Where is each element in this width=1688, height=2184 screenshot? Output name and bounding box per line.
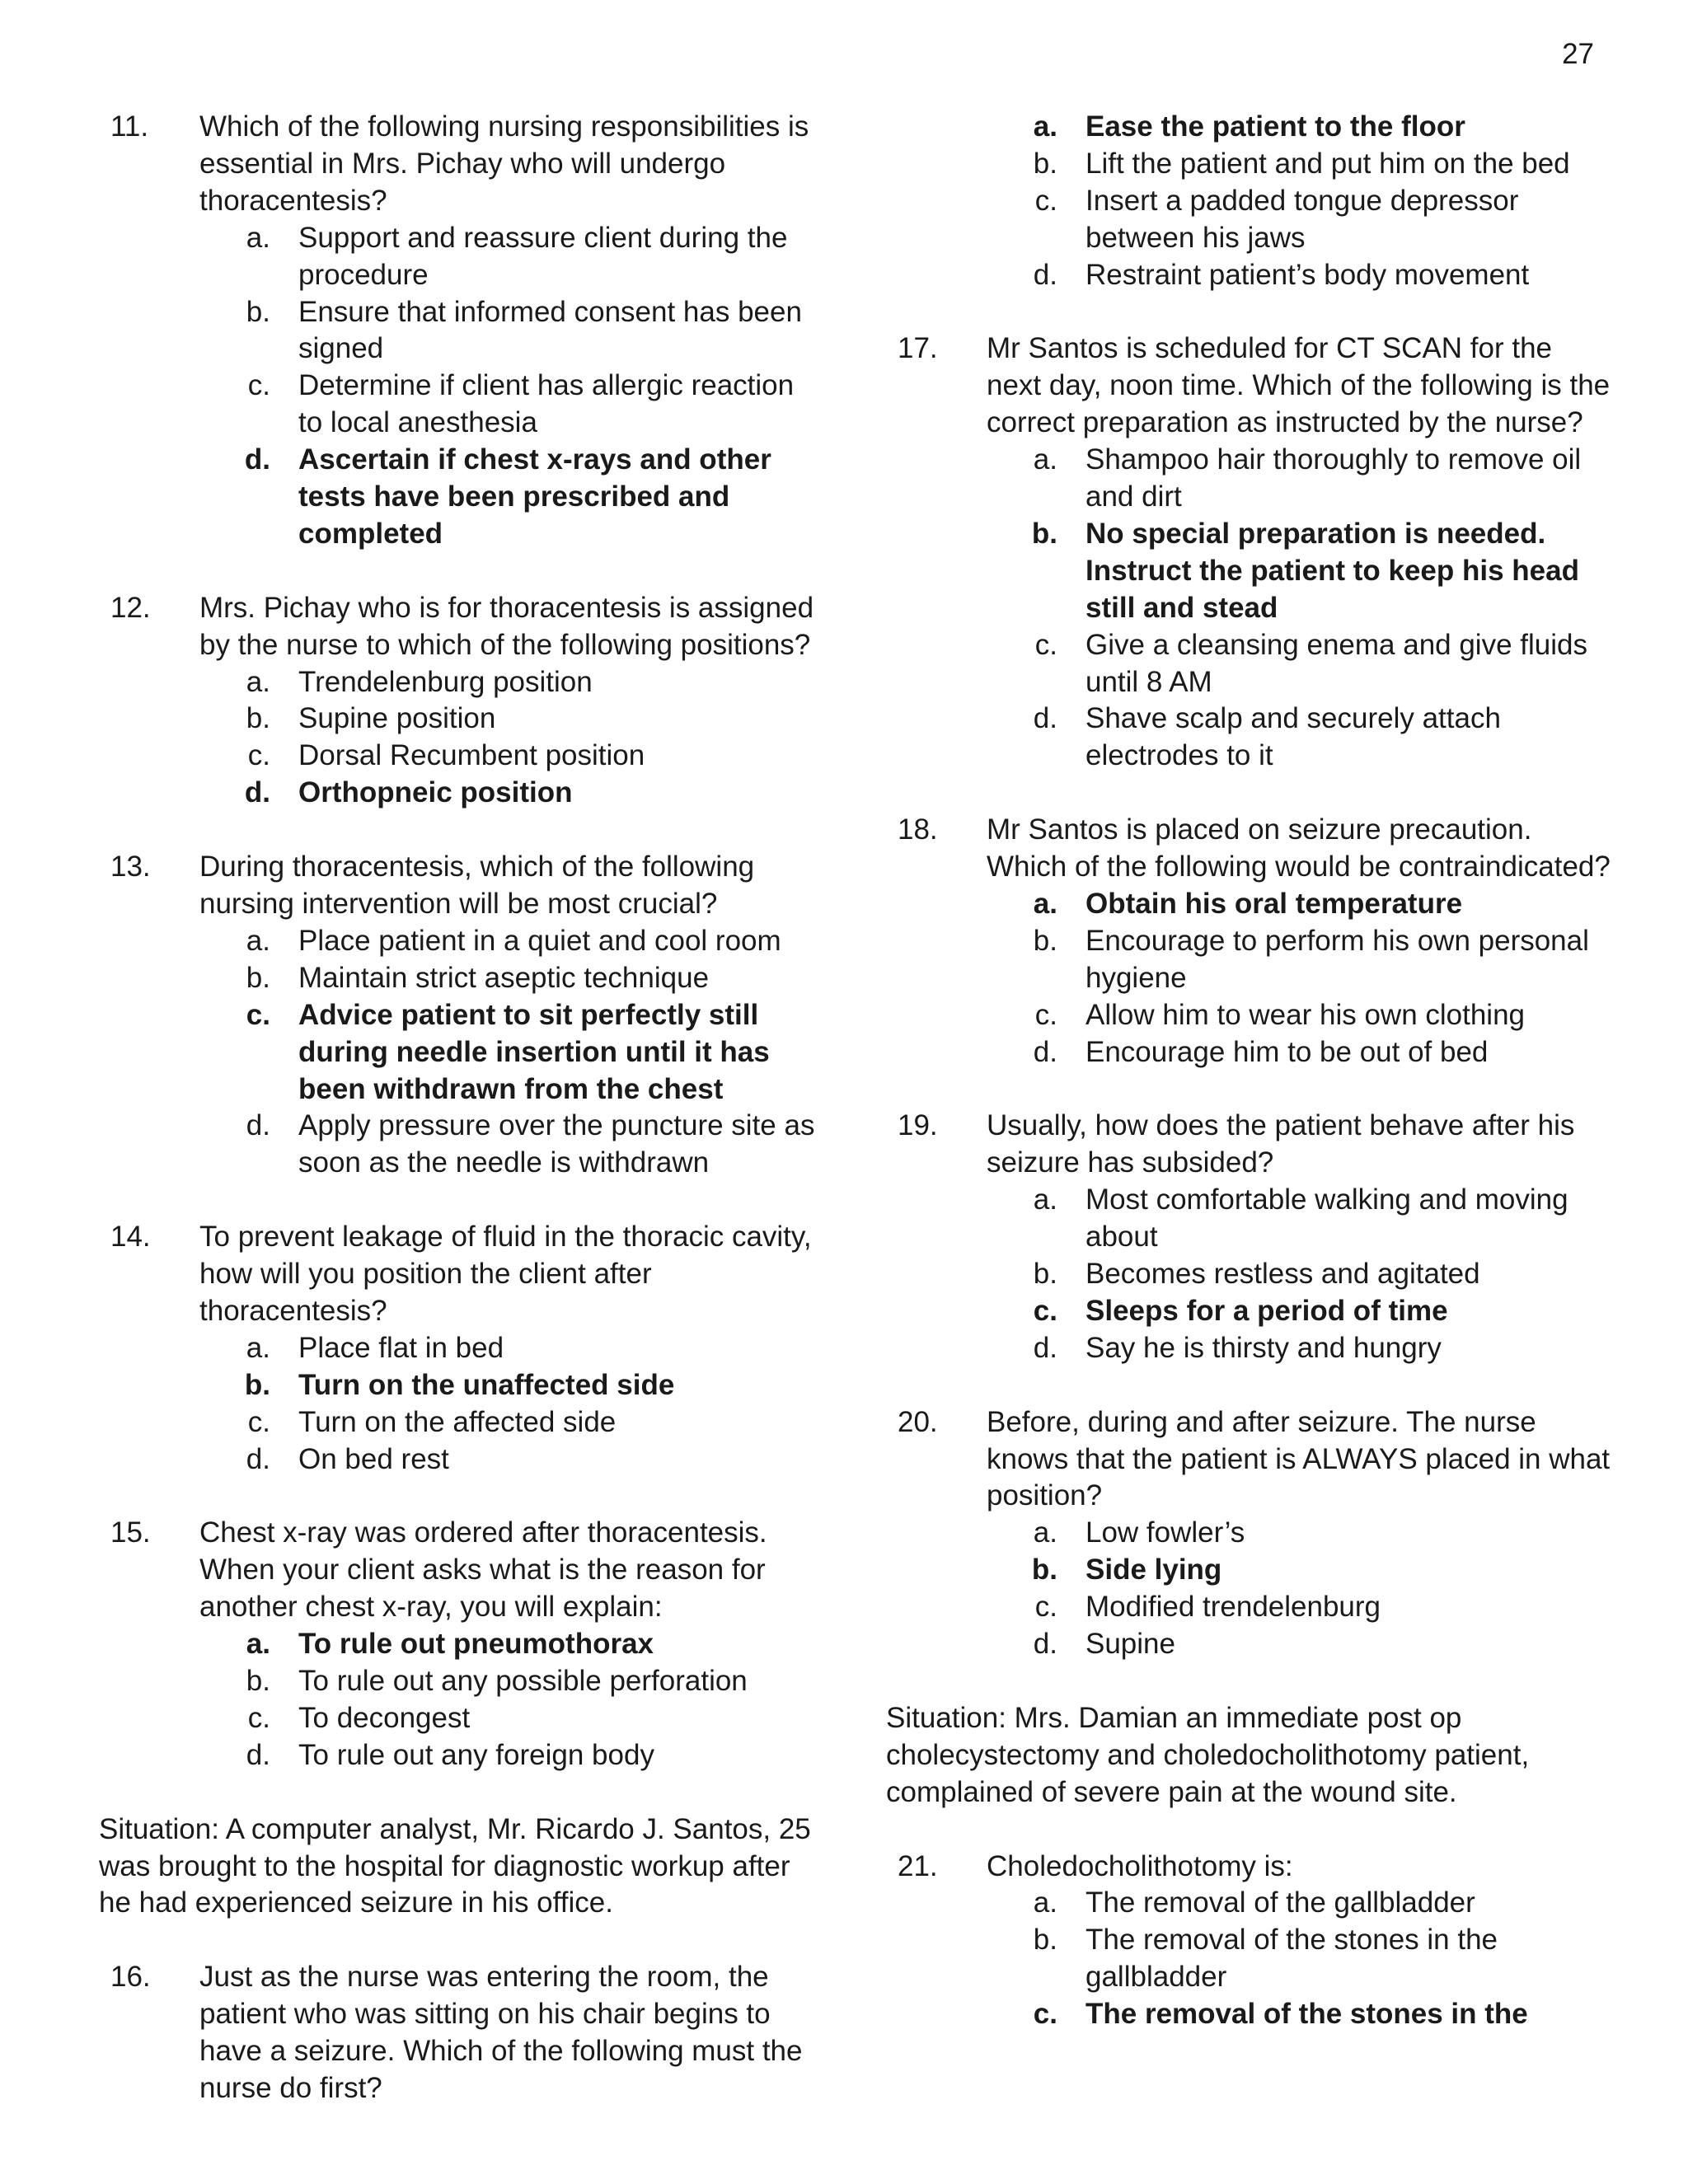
- answer-option: [99, 923, 824, 960]
- option-text: Most comfortable walking and moving about: [1085, 1183, 1568, 1254]
- option-text: Give a cleansing enema and give fluids until 8 AM: [1085, 628, 1587, 698]
- option-letter: c.: [1034, 628, 1057, 661]
- answer-option: [886, 1626, 1611, 1663]
- answer-option-correct: [99, 1367, 824, 1404]
- situation-text: Situation: Mrs. Damian an immediate post op cholecystectomy and choledocholithotomy patient, complained of severe pain at the wound site.: [886, 1701, 1530, 1808]
- option-letter: a.: [246, 924, 270, 957]
- option-letter: d.: [1033, 1331, 1057, 1364]
- option-letter: b.: [246, 295, 270, 328]
- question-number: 15.: [110, 1516, 151, 1549]
- option-letter: d.: [246, 1442, 270, 1475]
- question-block: [886, 1849, 1611, 2034]
- question-stem: [99, 1959, 824, 2107]
- option-text: Dorsal Recumbent position: [298, 739, 645, 772]
- answer-options: [99, 1330, 824, 1479]
- answer-option: [99, 368, 824, 442]
- option-text: Orthopneic position: [298, 776, 573, 809]
- answer-option: [886, 1330, 1611, 1367]
- option-text: Trendelenburg position: [298, 665, 593, 698]
- option-letter: c.: [1033, 1998, 1057, 2031]
- option-text: Place flat in bed: [298, 1331, 504, 1364]
- option-text: Ascertain if chest x-rays and other tests have been prescribed and completed: [298, 443, 771, 550]
- question-block: [99, 1219, 824, 1478]
- situation-text: Situation: A computer analyst, Mr. Ricardo J. Santos, 25 was brought to the hospital for diagnostic workup after he had experienced seizure in his office.: [99, 1812, 811, 1919]
- question-block: [99, 590, 824, 812]
- answer-option-correct: [886, 516, 1611, 627]
- question-text: Before, during and after seizure. The nurse knows that the patient is ALWAYS placed in what position?: [987, 1405, 1611, 1512]
- answer-options: [886, 109, 1611, 294]
- option-text: Becomes restless and agitated: [1085, 1258, 1480, 1291]
- answer-option: [886, 701, 1611, 775]
- answer-option: [99, 960, 824, 997]
- option-letter: c.: [1034, 184, 1057, 217]
- option-letter: b.: [244, 1368, 270, 1401]
- option-letter: d.: [1033, 702, 1057, 735]
- option-letter: b.: [1033, 147, 1057, 180]
- answer-option-correct: [99, 1626, 824, 1663]
- answer-option-correct: [99, 775, 824, 812]
- question-stem: [99, 109, 824, 220]
- answer-option-correct: [886, 109, 1611, 146]
- option-text: Lift the patient and put him on the bed: [1085, 147, 1570, 180]
- option-text: Insert a padded tongue depressor between his jaws: [1085, 184, 1519, 254]
- option-letter: a.: [1033, 110, 1057, 143]
- answer-options: [886, 1182, 1611, 1367]
- question-number: 20.: [898, 1405, 938, 1438]
- option-text: Apply pressure over the puncture site as soon as the needle is withdrawn: [298, 1109, 815, 1179]
- option-text: Place patient in a quiet and cool room: [298, 924, 781, 957]
- question-number: 18.: [898, 813, 938, 846]
- question-block: [886, 1108, 1611, 1366]
- option-text: Modified trendelenburg: [1085, 1591, 1381, 1624]
- answer-option-correct: [886, 1996, 1611, 2033]
- answer-option-correct: [886, 886, 1611, 923]
- option-text: To rule out pneumothorax: [298, 1628, 654, 1661]
- option-letter: c.: [247, 1405, 270, 1438]
- option-text: Low fowler’s: [1085, 1516, 1245, 1549]
- option-letter: b.: [246, 961, 270, 994]
- option-text: Shampoo hair thoroughly to remove oil and dirt: [1085, 443, 1582, 513]
- answer-option-correct: [99, 997, 824, 1108]
- option-text: Restraint patient’s body movement: [1085, 258, 1530, 291]
- answer-option: [99, 1108, 824, 1182]
- answer-option: [99, 1700, 824, 1737]
- option-text: Support and reassure client during the procedure: [298, 221, 788, 291]
- option-letter: a.: [1033, 1886, 1057, 1919]
- option-letter: b.: [1033, 1258, 1057, 1291]
- answer-options: [99, 1626, 824, 1774]
- question-number: 19.: [898, 1109, 938, 1142]
- question-number: 12.: [110, 591, 151, 624]
- question-stem: [886, 330, 1611, 442]
- option-text: Obtain his oral temperature: [1085, 888, 1463, 920]
- question-block: [99, 849, 824, 1182]
- answer-option: [886, 1885, 1611, 1922]
- option-letter: a.: [246, 1331, 270, 1364]
- option-text: Ensure that informed consent has been signed: [298, 295, 802, 365]
- option-text: Side lying: [1085, 1554, 1222, 1586]
- question-text: Which of the following nursing responsibilities is essential in Mrs. Pichay who will undergo thoracentesis?: [199, 110, 809, 217]
- right-column: [886, 109, 1611, 2070]
- option-text: On bed rest: [298, 1442, 449, 1475]
- question-text: During thoracentesis, which of the following nursing intervention will be most crucial?: [199, 851, 755, 920]
- question-number: 21.: [898, 1849, 938, 1882]
- option-text: To rule out any possible perforation: [298, 1665, 748, 1697]
- question-text: Choledocholithotomy is:: [987, 1849, 1293, 1882]
- option-text: The removal of the stones in the: [1085, 1998, 1528, 2031]
- answer-option: [99, 738, 824, 775]
- option-text: Supine: [1085, 1628, 1175, 1661]
- option-letter: c.: [247, 369, 270, 402]
- option-text: Maintain strict aseptic technique: [298, 961, 710, 994]
- option-letter: d.: [1033, 1628, 1057, 1661]
- answer-options: [99, 664, 824, 813]
- question-stem: [886, 812, 1611, 886]
- option-letter: c.: [247, 739, 270, 772]
- question-text: Mr Santos is placed on seizure precaution. Which of the following would be contraindicated?: [987, 813, 1611, 883]
- question-block: [886, 330, 1611, 775]
- answer-option: [99, 1441, 824, 1479]
- answer-option: [99, 1663, 824, 1700]
- option-text: Determine if client has allergic reaction to local anesthesia: [298, 369, 795, 439]
- option-text: Supine position: [298, 702, 496, 735]
- left-column: [99, 109, 824, 2144]
- answer-option: [99, 1737, 824, 1774]
- answer-option: [886, 997, 1611, 1034]
- question-block: [886, 1404, 1611, 1663]
- option-text: Encourage him to be out of bed: [1085, 1035, 1489, 1068]
- option-letter: c.: [1034, 1591, 1057, 1624]
- question-text: Mr Santos is scheduled for CT SCAN for the next day, noon time. Which of the following is the correct preparation as instructed by the nurse?: [987, 332, 1611, 439]
- option-text: To rule out any foreign body: [298, 1738, 654, 1771]
- question-block: [99, 1515, 824, 1774]
- question-number: 13.: [110, 851, 151, 883]
- option-letter: a.: [1033, 443, 1057, 476]
- option-text: To decongest: [298, 1701, 471, 1734]
- page-number: 27: [1562, 38, 1594, 70]
- option-text: Say he is thirsty and hungry: [1085, 1331, 1442, 1364]
- answer-option: [99, 1404, 824, 1441]
- question-number: 17.: [898, 332, 938, 365]
- option-letter: c.: [1034, 998, 1057, 1031]
- question-stem: [99, 590, 824, 664]
- question-continuation: [886, 109, 1611, 294]
- option-letter: b.: [1033, 1924, 1057, 1957]
- question-stem: [886, 1404, 1611, 1516]
- answer-option: [886, 1256, 1611, 1293]
- answer-options: [886, 1885, 1611, 2033]
- option-text: Ease the patient to the floor: [1085, 110, 1465, 143]
- question-number: 16.: [110, 1961, 151, 1994]
- question-text: Usually, how does the patient behave after his seizure has subsided?: [987, 1109, 1575, 1179]
- option-letter: d.: [246, 1738, 270, 1771]
- option-text: The removal of the stones in the gallbladder: [1085, 1924, 1498, 1994]
- option-letter: d.: [246, 1109, 270, 1142]
- option-letter: c.: [247, 1701, 270, 1734]
- answer-option: [886, 257, 1611, 294]
- answer-option: [886, 1922, 1611, 1996]
- option-text: Allow him to wear his own clothing: [1085, 998, 1526, 1031]
- option-letter: a.: [246, 221, 270, 254]
- option-text: Turn on the unaffected side: [298, 1368, 675, 1401]
- answer-option: [886, 1589, 1611, 1626]
- question-text: Mrs. Pichay who is for thoracentesis is assigned by the nurse to which of the following positions?: [199, 591, 814, 661]
- answer-option: [99, 220, 824, 294]
- answer-options: [886, 886, 1611, 1071]
- question-text: Just as the nurse was entering the room, the patient who was sitting on his chair begins to have a seizure. Which of the following must the nurse do first?: [199, 1961, 803, 2104]
- option-letter: b.: [1031, 1554, 1057, 1586]
- question-stem: [99, 1219, 824, 1330]
- question-block: [99, 1959, 824, 2107]
- option-letter: c.: [246, 998, 270, 1031]
- option-letter: c.: [1033, 1294, 1057, 1327]
- option-letter: d.: [1033, 258, 1057, 291]
- option-letter: a.: [1033, 1516, 1057, 1549]
- option-letter: a.: [1033, 888, 1057, 920]
- answer-option: [99, 1330, 824, 1367]
- answer-option: [886, 146, 1611, 183]
- question-stem: [99, 849, 824, 923]
- option-text: No special preparation is needed. Instruct the patient to keep his head still and stead: [1085, 517, 1579, 624]
- question-number: 11.: [110, 110, 149, 143]
- answer-option: [886, 1034, 1611, 1071]
- option-letter: b.: [1031, 517, 1057, 550]
- option-text: Sleeps for a period of time: [1085, 1294, 1448, 1327]
- option-text: Shave scalp and securely attach electrodes to it: [1085, 702, 1501, 772]
- answer-option: [99, 664, 824, 701]
- question-stem: [886, 1108, 1611, 1182]
- answer-option-correct: [886, 1293, 1611, 1330]
- option-text: Encourage to perform his own personal hygiene: [1085, 924, 1589, 994]
- question-number: 14.: [110, 1221, 151, 1254]
- option-letter: b.: [1033, 924, 1057, 957]
- option-letter: a.: [1033, 1183, 1057, 1216]
- option-letter: d.: [244, 443, 270, 476]
- question-block: [886, 812, 1611, 1071]
- option-text: Advice patient to sit perfectly still during needle insertion until it has been withdrawn from the chest: [298, 998, 770, 1105]
- question-stem: [886, 1849, 1611, 1886]
- question-stem: [99, 1515, 824, 1626]
- answer-option-correct: [99, 442, 824, 553]
- answer-option: [99, 294, 824, 368]
- question-text: Chest x-ray was ordered after thoracentesis. When your client asks what is the reason for another chest x-ray, you will explain:: [199, 1516, 767, 1624]
- option-letter: d.: [1033, 1035, 1057, 1068]
- answer-option: [886, 183, 1611, 257]
- answer-option: [886, 1182, 1611, 1256]
- option-letter: b.: [246, 1665, 270, 1697]
- option-text: Turn on the affected side: [298, 1405, 617, 1438]
- question-text: To prevent leakage of fluid in the thoracic cavity, how will you position the client after thoracentesis?: [199, 1221, 812, 1327]
- option-letter: b.: [246, 702, 270, 735]
- answer-option-correct: [886, 1552, 1611, 1589]
- answer-options: [99, 220, 824, 553]
- answer-options: [99, 923, 824, 1182]
- answer-option: [886, 627, 1611, 701]
- answer-options: [886, 442, 1611, 775]
- option-letter: a.: [246, 1628, 270, 1661]
- answer-options: [886, 1515, 1611, 1663]
- option-letter: d.: [244, 776, 270, 809]
- question-block: [99, 109, 824, 553]
- answer-option: [886, 442, 1611, 516]
- option-letter: a.: [246, 665, 270, 698]
- answer-option: [886, 923, 1611, 997]
- option-text: The removal of the gallbladder: [1085, 1886, 1475, 1919]
- answer-option: [99, 701, 824, 738]
- answer-option: [886, 1515, 1611, 1552]
